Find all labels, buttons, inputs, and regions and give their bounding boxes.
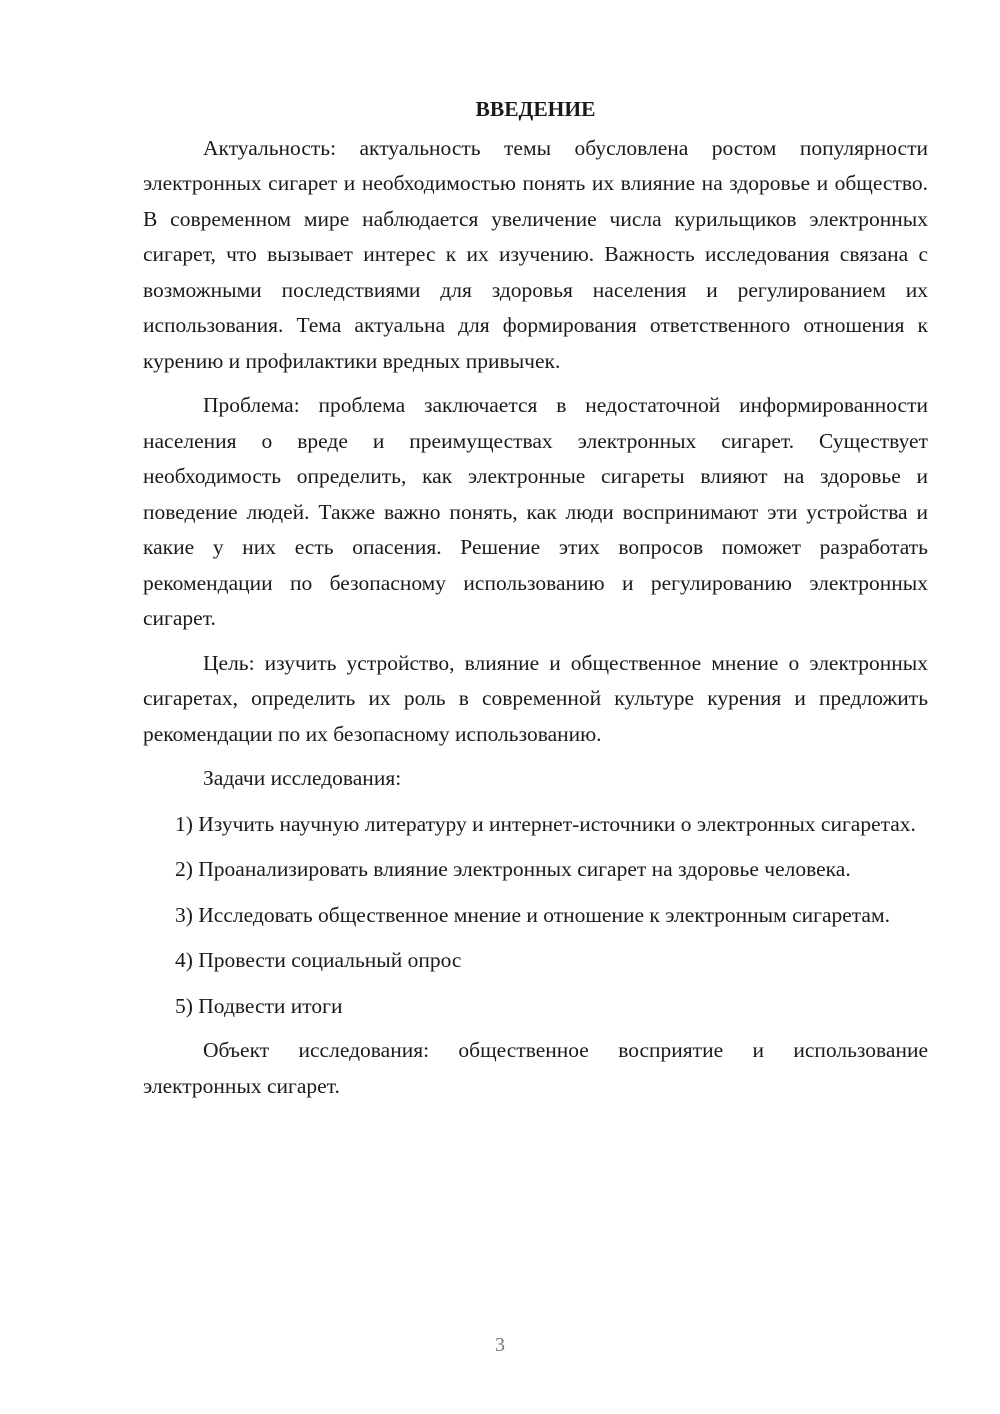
goal-paragraph: Цель: изучить устройство, влияние и общественное мнение о электронных сигаретах, определить их роль в современной культуре курения и предложить рекомендации по их безопасному использованию. <box>143 650 928 746</box>
task-item: 5) Подвести итоги <box>175 993 343 1018</box>
page-heading: ВВЕДЕНИЕ <box>475 97 596 121</box>
task-item: 1) Изучить научную литературу и интернет-источники о электронных сигаретах. <box>175 811 916 836</box>
task-item: 3) Исследовать общественное мнение и отношение к электронным сигаретам. <box>175 902 890 927</box>
relevance-paragraph: Актуальность: актуальность темы обусловлена ростом популярности электронных сигарет и необходимостью понять их влияние на здоровье и общество. В современном мире наблюдается увеличение числа курильщиков электронных сигарет, что вызывает интерес к их изучению. Важность исследования связана с возможными последствиями для здоровья населения и регулированием их использования. Тема актуальна для формирования ответственного отношения к курению и профилактики вредных привычек. <box>143 135 928 373</box>
task-item: 4) Провести социальный опрос <box>175 948 462 972</box>
page-content <box>143 92 928 1104</box>
problem-paragraph: Проблема: проблема заключается в недостаточной информированности населения о вреде и преимуществах электронных сигарет. Существует необходимость определить, как электронные сигареты влияют на здоровье и поведение людей. Также важно понять, как люди воспринимают эти устройства и какие у них есть опасения. Решение этих вопросов поможет разработать рекомендации по безопасному использованию и регулированию электронных сигарет. <box>143 393 928 630</box>
page-number: 3 <box>495 1334 505 1356</box>
tasks-heading: Задачи исследования: <box>203 766 402 790</box>
object-paragraph: Объект исследования: общественное восприятие и использование электронных сигарет. <box>143 1038 928 1098</box>
task-item: 2) Проанализировать влияние электронных сигарет на здоровье человека. <box>175 857 851 881</box>
